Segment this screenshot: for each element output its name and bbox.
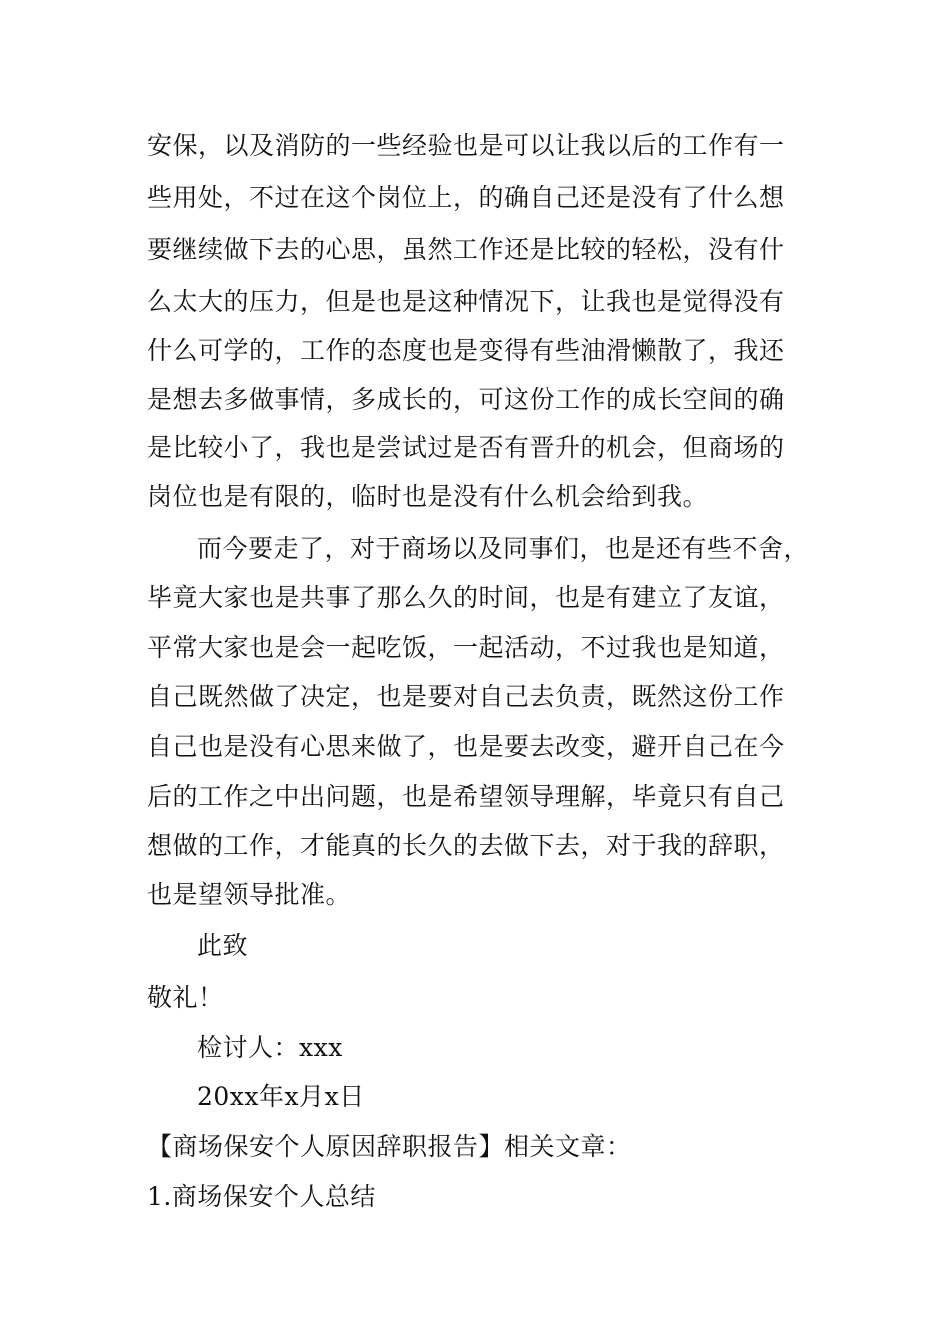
paragraph-1-line-3: 要继续做下去的心思，虽然工作还是比较的轻松，没有什 (147, 235, 785, 264)
paragraph-2-line-6: 后的工作之中出问题，也是希望领导理解，毕竟只有自己 (147, 782, 785, 811)
paragraph-2-line-8: 也是望领导批准。 (147, 880, 352, 909)
paragraph-1-line-5: 什么可学的，工作的态度也是变得有些油滑懒散了，我还 (147, 336, 785, 365)
paragraph-2-line-4: 自己既然做了决定，也是要对自己去负责，既然这份工作 (147, 682, 785, 711)
paragraph-2-line-5: 自己也是没有心思来做了，也是要去改变，避开自己在今 (147, 732, 785, 761)
signer-text: 检讨人：xxx (197, 1033, 343, 1062)
paragraph-1-line-7: 是比较小了，我也是尝试过是否有晋升的机会，但商场的 (147, 433, 785, 462)
closing-text: 此致 (197, 931, 249, 960)
paragraph-1-line-8: 岗位也是有限的，临时也是没有什么机会给到我。 (147, 482, 709, 511)
paragraph-1-line-4: 么太大的压力，但是也是这种情况下，让我也是觉得没有 (147, 287, 785, 316)
paragraph-1-line-1: 安保，以及消防的一些经验也是可以让我以后的工作有一 (147, 131, 785, 160)
paragraph-1-line-2: 些用处，不过在这个岗位上，的确自己还是没有了什么想 (147, 183, 785, 212)
paragraph-2-line-7: 想做的工作，才能真的长久的去做下去，对于我的辞职， (147, 831, 785, 860)
related-article-link-1[interactable]: 1.商场保安个人总结 (147, 1182, 376, 1211)
related-articles-heading: 【商场保安个人原因辞职报告】相关文章： (147, 1132, 632, 1161)
paragraph-2-line-1: 而今要走了，对于商场以及同事们，也是还有些不舍， (197, 534, 810, 563)
paragraph-1-line-6: 是想去多做事情，多成长的，可这份工作的成长空间的确 (147, 385, 785, 414)
date-text: 20xx年x月x日 (197, 1082, 365, 1111)
paragraph-2-line-2: 毕竟大家也是共事了那么久的时间，也是有建立了友谊， (147, 583, 785, 612)
paragraph-2-line-3: 平常大家也是会一起吃饭，一起活动，不过我也是知道， (147, 633, 785, 662)
salute-text: 敬礼！ (147, 983, 224, 1012)
